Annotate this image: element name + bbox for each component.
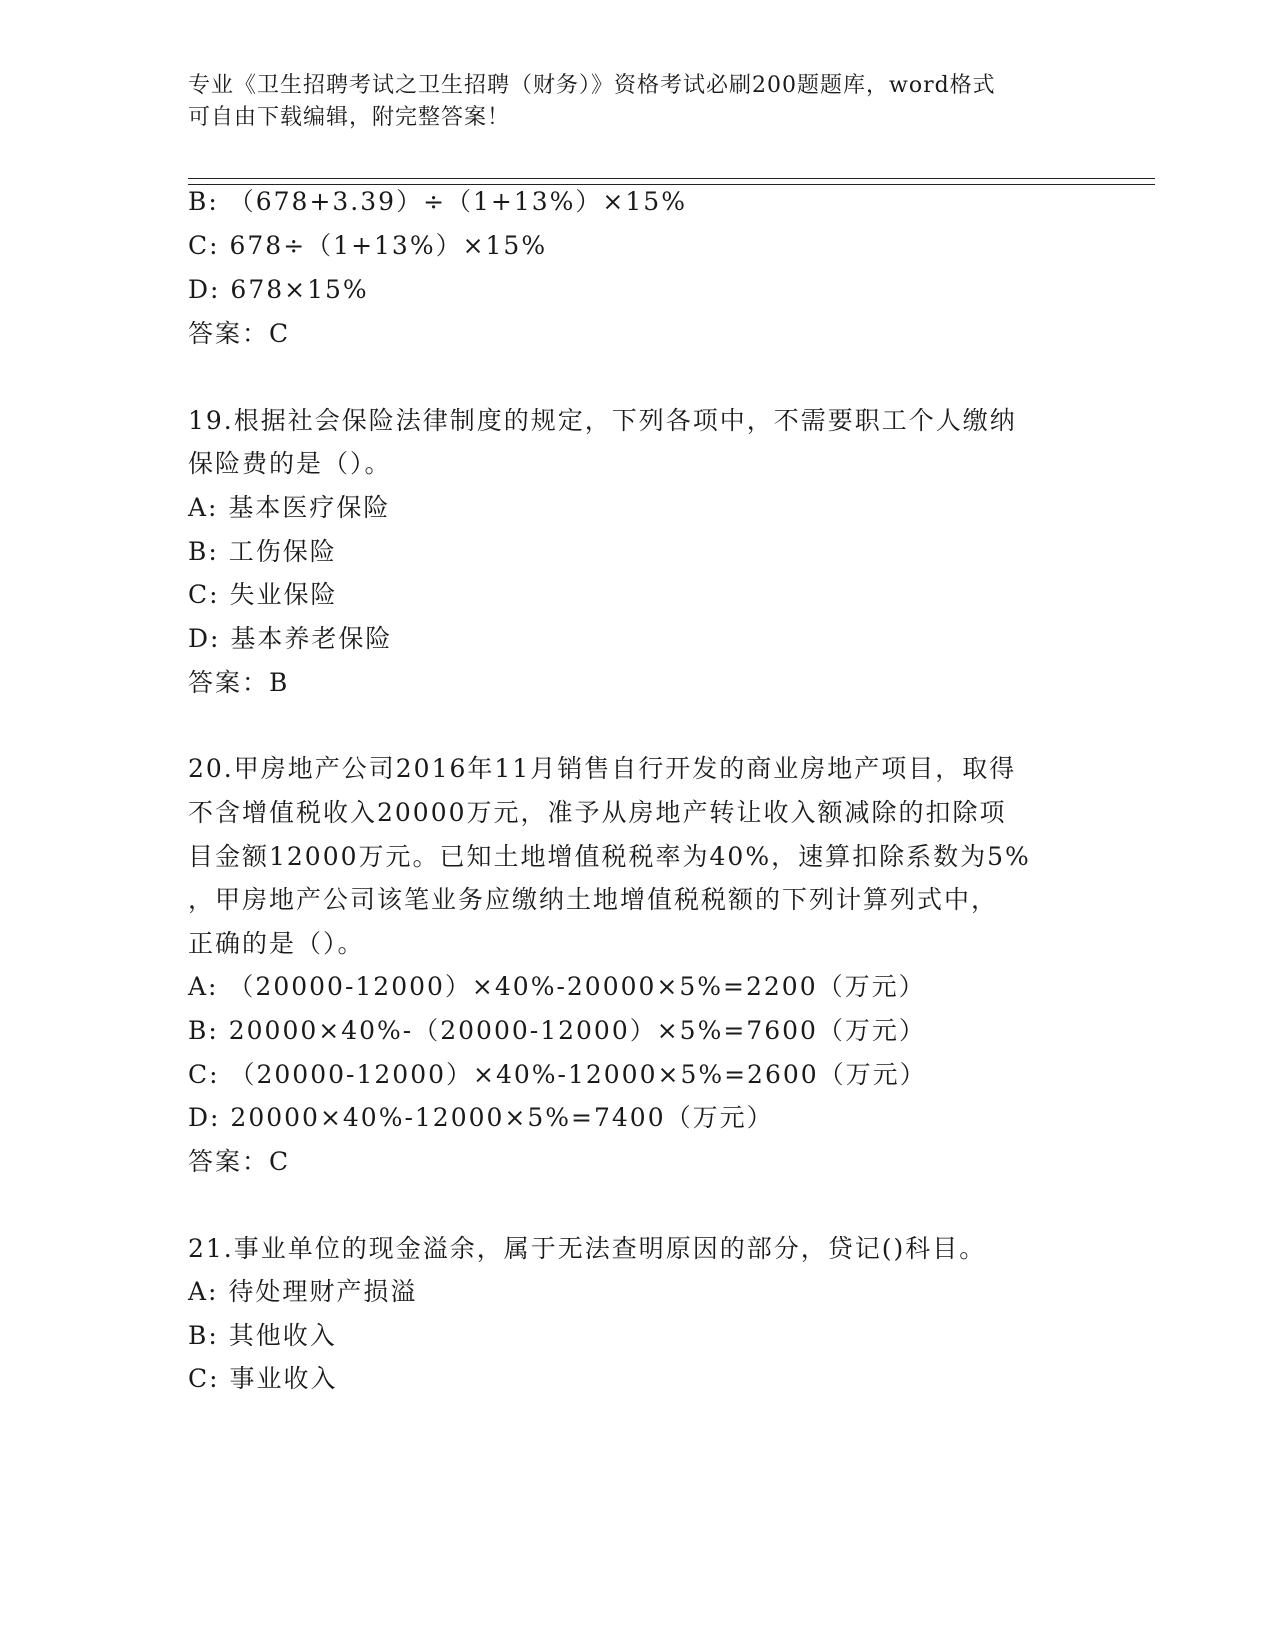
q19-answer: 答案：B: [188, 668, 290, 697]
q20-stem-line-4: ，甲房地产公司该笔业务应缴纳土地增值税税额的下列计算列式中，: [188, 885, 999, 914]
q19-option-a: A: 基本医疗保险: [188, 493, 391, 522]
header-divider-top: [188, 178, 1155, 179]
q20-stem-line-2: 不含增值税收入20000万元，准予从房地产转让收入额减除的扣除项: [188, 798, 1007, 827]
q21-option-b: B: 其他收入: [188, 1321, 337, 1350]
q21-option-c: C: 事业收入: [188, 1364, 338, 1393]
header-line-1: 专业《卫生招聘考试之卫生招聘（财务）》资格考试必刷200题题库，word格式: [188, 73, 996, 98]
q20-stem-line-1: 20.甲房地产公司2016年11月销售自行开发的商业房地产项目，取得: [188, 754, 1017, 783]
q18-option-b: B: （678+3.39）÷（1+13%）×15%: [188, 187, 687, 216]
header-divider-bottom: [188, 184, 1155, 185]
q18-option-c: C: 678÷（1+13%）×15%: [188, 231, 548, 260]
q20-stem-line-5: 正确的是（）。: [188, 929, 365, 958]
q20-option-b: B: 20000×40%-（20000-12000）×5%=7600（万元）: [188, 1016, 926, 1045]
q20-answer: 答案：C: [188, 1147, 291, 1176]
q19-option-b: B: 工伤保险: [188, 537, 337, 566]
header-line-2: 可自由下载编辑，附完整答案！: [188, 105, 511, 130]
q18-option-d: D: 678×15%: [188, 275, 369, 304]
q19-option-c: C: 失业保险: [188, 580, 338, 609]
q21-option-a: A: 待处理财产损溢: [188, 1277, 418, 1306]
q20-option-d: D: 20000×40%-12000×5%=7400（万元）: [188, 1103, 774, 1132]
q18-answer: 答案：C: [188, 319, 291, 348]
q21-stem-line-1: 21.事业单位的现金溢余，属于无法查明原因的部分，贷记()科目。: [188, 1234, 987, 1263]
q19-stem-line-1: 19.根据社会保险法律制度的规定，下列各项中，不需要职工个人缴纳: [188, 406, 1017, 435]
q19-stem-line-2: 保险费的是（）。: [188, 449, 392, 478]
document-header: [188, 70, 1088, 134]
q20-stem-line-3: 目金额12000万元。已知土地增值税税率为40%，速算扣除系数为5%: [188, 842, 1031, 871]
q20-option-c: C: （20000-12000）×40%-12000×5%=2600（万元）: [188, 1060, 927, 1089]
q19-option-d: D: 基本养老保险: [188, 624, 393, 653]
q20-option-a: A: （20000-12000）×40%-20000×5%=2200（万元）: [188, 972, 926, 1001]
